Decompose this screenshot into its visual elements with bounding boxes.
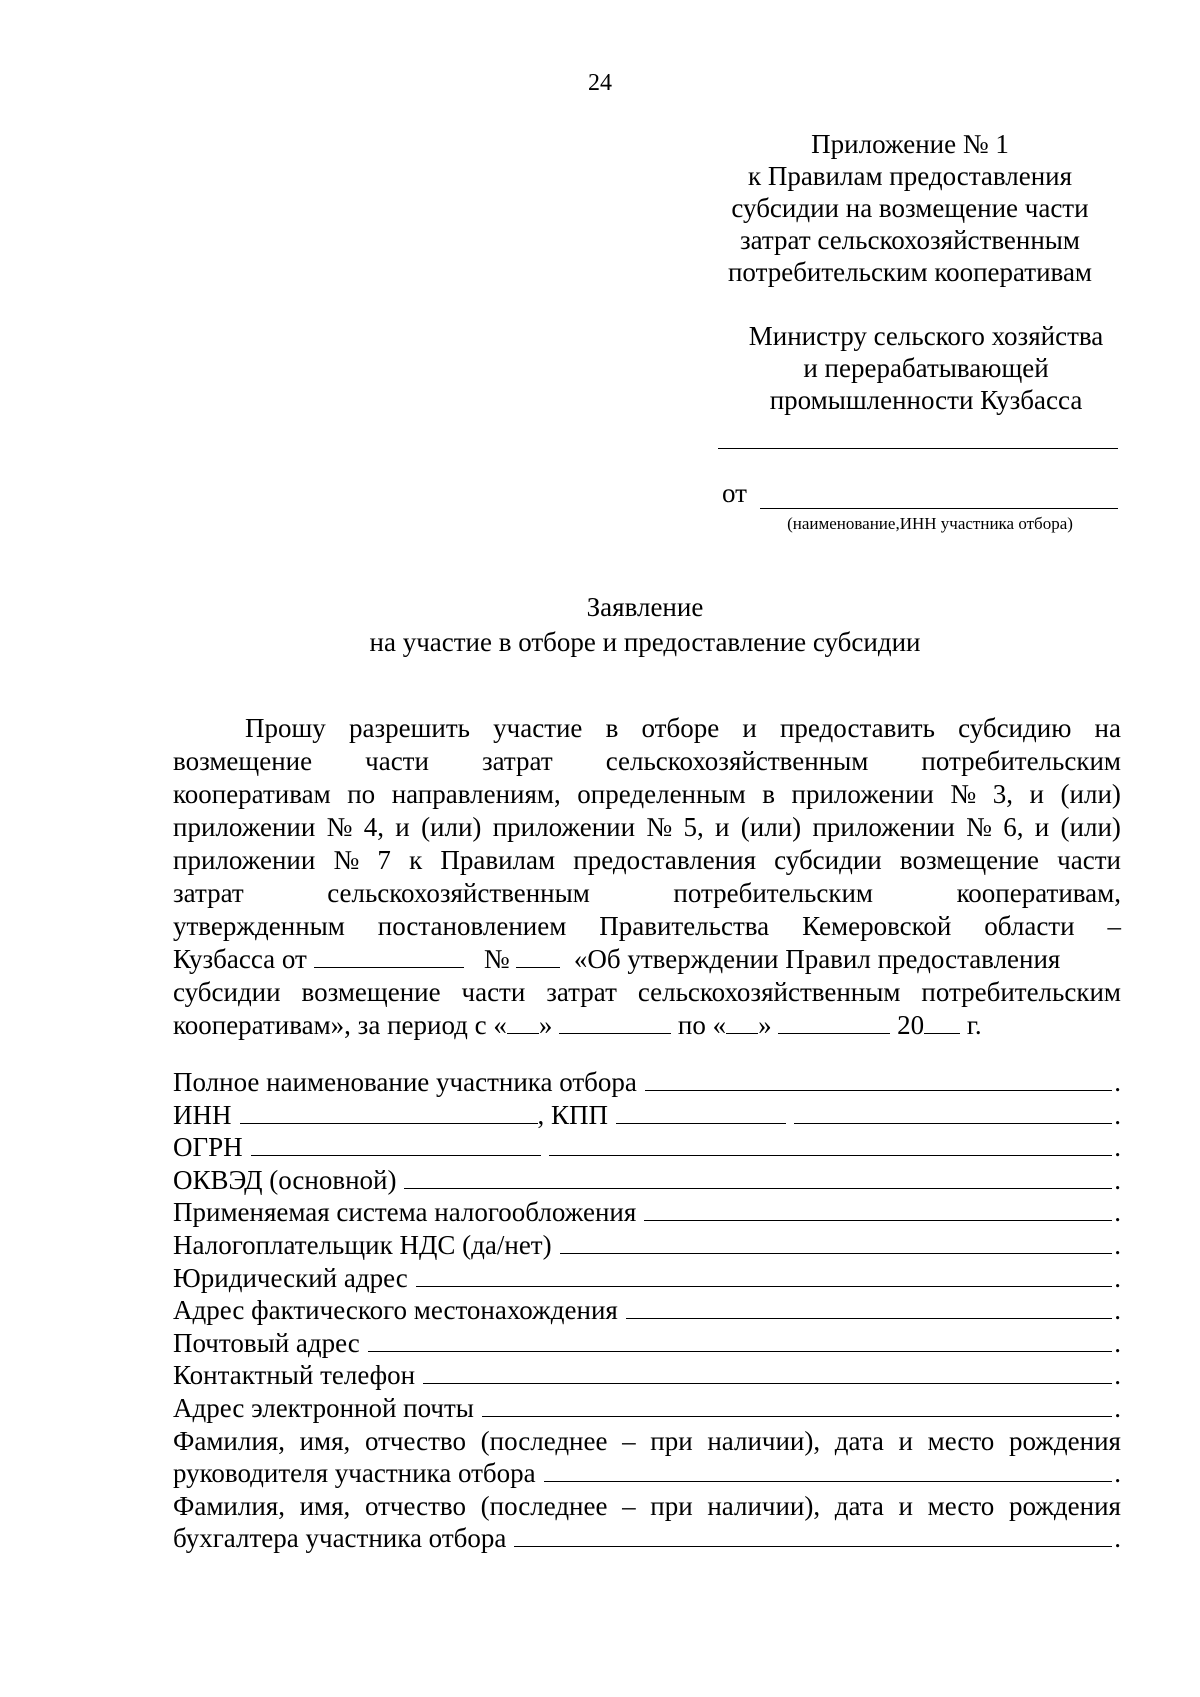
period-end-month-blank[interactable]: [778, 1009, 890, 1034]
word: и: [898, 1490, 913, 1521]
word: приложении: [173, 812, 316, 842]
word: (или): [421, 812, 482, 842]
field-label: бухгалтера участника отбора: [173, 1523, 507, 1554]
word: –: [622, 1425, 636, 1456]
word: субсидию: [958, 713, 1072, 743]
recipient-line: Министру сельского хозяйства: [748, 321, 1104, 351]
annex-line: затрат сельскохозяйственным: [739, 225, 1081, 255]
word: и: [742, 713, 757, 743]
field-label: Почтовый адрес: [173, 1327, 360, 1358]
legal-address-blank[interactable]: [416, 1264, 1113, 1287]
decree-date-blank[interactable]: [314, 943, 464, 968]
accountant-info-line: [173, 1490, 1121, 1523]
paragraph-line: [173, 910, 1121, 943]
word: сельскохозяйственным: [327, 878, 590, 908]
field-row-ogrn: ОГРН .: [173, 1132, 1121, 1163]
period-year-blank[interactable]: [924, 1009, 960, 1034]
field-row-phone: Контактный телефон .: [173, 1360, 1121, 1391]
annex-heading: [700, 128, 1120, 288]
word: (или): [740, 812, 802, 842]
word: и: [395, 812, 410, 842]
word: разрешить: [348, 713, 470, 743]
field-row-postal-address: Почтовый адрес .: [173, 1327, 1121, 1358]
word: (или): [1060, 812, 1121, 842]
word: –: [1107, 911, 1121, 941]
field-row-head: руководителя участника отбора .: [173, 1458, 1121, 1489]
vat-payer-blank[interactable]: [560, 1231, 1113, 1254]
recipient-block: [716, 320, 1136, 416]
field-row-vat: Налогоплательщик НДС (да/нет) .: [173, 1229, 1121, 1260]
paragraph-text: №: [483, 944, 510, 974]
paragraph-text: »: [538, 1010, 553, 1040]
full-name-blank[interactable]: [645, 1068, 1112, 1091]
word: №: [646, 812, 673, 842]
word: затрат: [546, 977, 617, 1007]
field-label: Юридический адрес: [173, 1262, 408, 1293]
word: возмещение: [301, 977, 441, 1007]
field-label: , КПП: [537, 1099, 609, 1130]
word: отборе: [641, 713, 720, 743]
word: (или): [1060, 779, 1121, 809]
word: кооперативам,: [956, 878, 1121, 908]
paragraph-line: [173, 778, 1121, 811]
word: приложении: [812, 812, 955, 842]
ogrn-blank[interactable]: [251, 1133, 541, 1156]
word: предоставить: [779, 713, 935, 743]
word: Правительства: [599, 911, 770, 941]
word: приложении: [492, 812, 636, 842]
word: 3,: [992, 779, 1013, 809]
word: приложении: [791, 779, 934, 809]
word: при: [650, 1490, 693, 1521]
word: субсидии: [173, 977, 281, 1007]
head-info-blank[interactable]: [544, 1459, 1113, 1482]
actual-address-blank[interactable]: [626, 1296, 1112, 1319]
paragraph-text: Кузбасса от: [173, 944, 307, 974]
page-number: 24: [588, 70, 612, 96]
applicant-caption: (наименование,ИНН участника отбора): [787, 514, 1073, 533]
field-row-okved: ОКВЭД (основной) .: [173, 1164, 1121, 1195]
word: –: [622, 1490, 636, 1521]
word: место: [927, 1490, 995, 1521]
recipient-line: и перерабатывающей: [803, 353, 1049, 383]
word: сельскохозяйственным: [637, 977, 901, 1007]
word: области: [984, 911, 1075, 941]
accountant-info-blank[interactable]: [514, 1524, 1112, 1547]
word: Фамилия,: [173, 1490, 285, 1521]
word: определенным: [577, 779, 746, 809]
annex-line: Приложение № 1: [811, 129, 1009, 159]
field-row-legal-address: Юридический адрес .: [173, 1262, 1121, 1293]
word: кооперативам: [173, 779, 331, 809]
word: №: [966, 812, 992, 842]
word: №: [950, 779, 977, 809]
word: и: [1034, 812, 1050, 842]
word: рождения: [1008, 1490, 1121, 1521]
word: в: [762, 779, 775, 809]
word: утвержденным: [173, 911, 345, 941]
paragraph-line: [173, 844, 1121, 877]
word: 6,: [1003, 812, 1024, 842]
ogrn-extra-blank[interactable]: [549, 1133, 1113, 1156]
field-label: ОГРН: [173, 1132, 243, 1163]
field-label: Адрес электронной почты: [173, 1392, 474, 1423]
word: по: [347, 779, 376, 809]
period-start-month-blank[interactable]: [559, 1009, 671, 1034]
word: 7: [377, 845, 391, 875]
kpp-blank[interactable]: [616, 1101, 786, 1124]
word: части: [1057, 845, 1121, 875]
title-line: Заявление: [586, 592, 704, 622]
decree-number-blank[interactable]: [516, 943, 560, 968]
annex-line: субсидии на возмещение части: [731, 193, 1089, 223]
paragraph-line: [173, 1009, 1121, 1042]
period-start-day-blank[interactable]: [507, 1009, 539, 1034]
word: Прошу: [245, 713, 326, 743]
field-row-tax-system: Применяемая система налогообложения .: [173, 1197, 1121, 1228]
from-label: от: [722, 478, 747, 508]
inn-blank[interactable]: [240, 1101, 538, 1124]
word: и: [898, 1425, 913, 1456]
word: участие: [493, 713, 583, 743]
word: 4,: [363, 812, 384, 842]
word: отчество: [364, 1490, 466, 1521]
word: и: [1029, 779, 1044, 809]
field-label: руководителя участника отбора: [173, 1458, 536, 1489]
paragraph-text: »: [758, 1010, 772, 1040]
paragraph-line: [173, 943, 1121, 976]
kpp-extra-blank[interactable]: [794, 1101, 1112, 1124]
word: Фамилия,: [173, 1425, 285, 1456]
field-row-email: Адрес электронной почты .: [173, 1392, 1121, 1423]
paragraph-line: [173, 811, 1121, 844]
field-label: Налогоплательщик НДС (да/нет): [173, 1229, 552, 1260]
head-info-line: [173, 1425, 1121, 1458]
word: сельскохозяйственным: [605, 746, 869, 776]
paragraph-text: кооперативам», за период с «: [173, 1010, 507, 1040]
word: имя,: [299, 1490, 351, 1521]
word: в: [605, 713, 619, 743]
tax-system-blank[interactable]: [644, 1198, 1112, 1221]
word: части: [461, 977, 526, 1007]
word: рождения: [1008, 1425, 1121, 1456]
okved-blank[interactable]: [404, 1166, 1112, 1189]
word: затрат: [481, 746, 553, 776]
word: и: [715, 812, 730, 842]
paragraph-line: [173, 976, 1121, 1009]
word: потребительским: [673, 878, 874, 908]
word: приложении: [173, 845, 316, 875]
paragraph-line: [173, 712, 1121, 745]
word: наличии),: [707, 1490, 821, 1521]
request-paragraph: [173, 712, 1121, 1042]
word: субсидии: [774, 845, 882, 875]
annex-line: потребительским кооперативам: [727, 257, 1093, 287]
word: при: [650, 1425, 693, 1456]
recipient-line: промышленности Кузбасса: [769, 385, 1083, 415]
word: место: [927, 1425, 995, 1456]
paragraph-text: по «: [677, 1010, 727, 1040]
word: предоставления: [573, 845, 757, 875]
word: имя,: [299, 1425, 351, 1456]
applicant-blank[interactable]: [760, 508, 1118, 509]
word: Правилам: [440, 845, 556, 875]
recipient-name-blank[interactable]: [718, 448, 1118, 449]
title-line: на участие в отборе и предоставление субсидии: [369, 627, 921, 657]
field-row-full-name: Полное наименование участника отбора .: [173, 1067, 1121, 1097]
email-blank[interactable]: [482, 1394, 1112, 1417]
word: отчество: [364, 1425, 466, 1456]
field-label: Полное наименование участника отбора: [173, 1067, 637, 1097]
word: 5,: [683, 812, 704, 842]
paragraph-text: «Об утверждении Правил предоставления: [573, 944, 1061, 974]
word: к: [409, 845, 423, 875]
word: №: [333, 845, 360, 875]
field-label: Применяемая система налогообложения: [173, 1197, 637, 1228]
word: на: [1094, 713, 1121, 743]
word: потребительским: [921, 977, 1121, 1007]
word: затрат: [173, 878, 244, 908]
field-row-accountant: бухгалтера участника отбора .: [173, 1523, 1121, 1554]
word: части: [365, 746, 429, 776]
word: (последнее: [480, 1425, 608, 1456]
word: возмещение: [173, 746, 313, 776]
field-row-inn-kpp: ИНН , КПП .: [173, 1099, 1121, 1130]
phone-blank[interactable]: [423, 1361, 1112, 1384]
period-end-day-blank[interactable]: [726, 1009, 758, 1034]
document-title: [0, 590, 1200, 660]
word: возмещение: [899, 845, 1039, 875]
word: потребительским: [921, 746, 1121, 776]
word: наличии),: [707, 1425, 821, 1456]
field-label: Адрес фактического местонахождения: [173, 1295, 618, 1326]
word: дата: [834, 1425, 884, 1456]
field-row-actual-address: Адрес фактического местонахождения .: [173, 1295, 1121, 1326]
word: Кемеровской: [802, 911, 952, 941]
paragraph-line: [173, 877, 1121, 910]
word: направлениям,: [391, 779, 561, 809]
word: дата: [834, 1490, 884, 1521]
applicant-details: [173, 1066, 1121, 1555]
word: постановлением: [377, 911, 567, 941]
paragraph-text: 20: [897, 1010, 925, 1040]
postal-address-blank[interactable]: [368, 1329, 1112, 1352]
paragraph-line: [173, 745, 1121, 778]
annex-line: к Правилам предоставления: [747, 161, 1073, 191]
field-label: ОКВЭД (основной): [173, 1164, 397, 1195]
word: (последнее: [480, 1490, 608, 1521]
paragraph-text: г.: [966, 1010, 982, 1040]
field-label: ИНН: [173, 1099, 232, 1130]
field-label: Контактный телефон: [173, 1360, 416, 1391]
word: №: [326, 812, 353, 842]
